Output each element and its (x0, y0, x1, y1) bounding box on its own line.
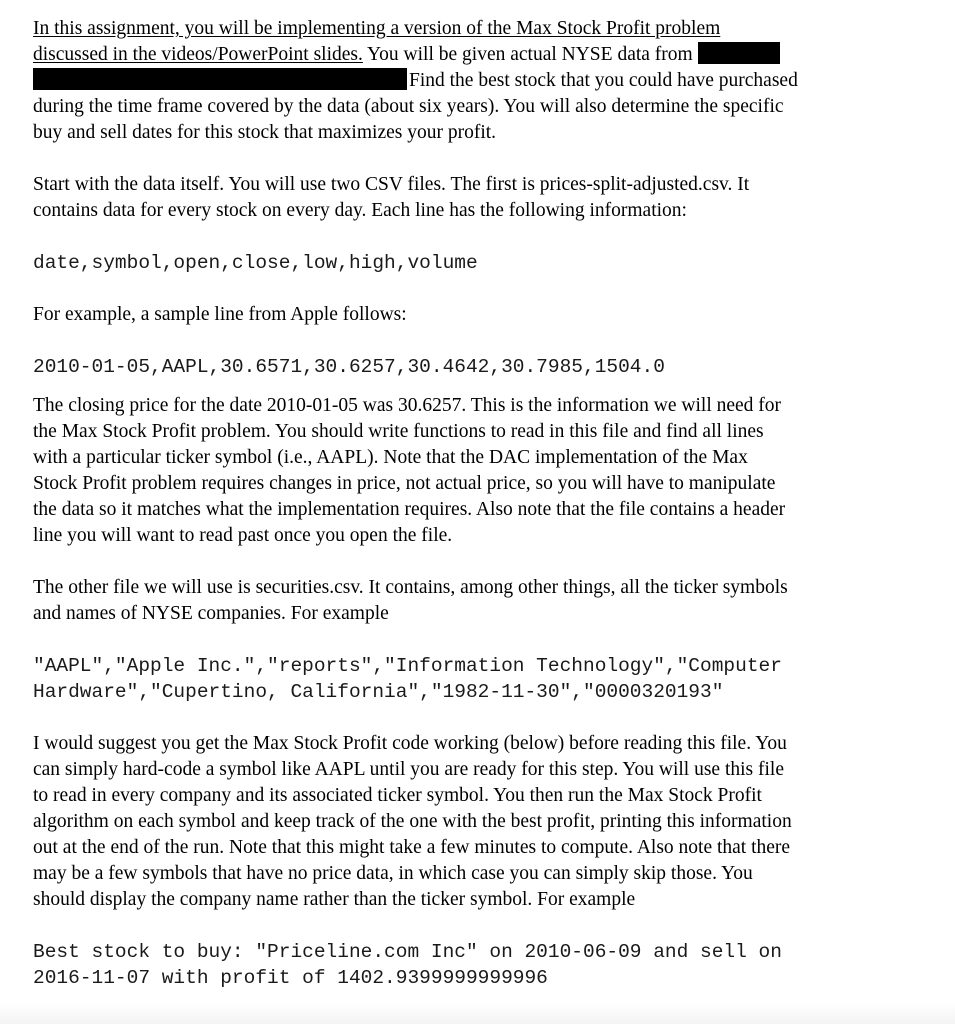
intro-line-1-text: In this assignment, you will be implementing a version of the Max Stock Profit problem (33, 18, 721, 39)
suggest-line-1: I would suggest you get the Max Stock Profit code working (below) before reading this file. You (33, 733, 787, 754)
suggest-line-2: can simply hard-code a symbol like AAPL until you are ready for this step. You will use this file (33, 759, 784, 780)
securities-code-line-2: Hardware","Cupertino, California","1982-11-30","0000320193" (33, 681, 724, 703)
closing-line-1: The closing price for the date 2010-01-05 was 30.6257. This is the information we will need for (33, 395, 782, 416)
suggest-line-4: algorithm on each symbol and keep track of the one with the best profit, printing this information (33, 811, 792, 832)
data-intro-line-2: contains data for every stock on every day. Each line has the following information: (33, 200, 687, 221)
sample-line-code: 2010-01-05,AAPL,30.6571,30.6257,30.4642,30.7985,1504.0 (33, 356, 665, 378)
suggest-line-3: to read in every company and its associated ticker symbol. You then run the Max Stock Profit (33, 785, 762, 806)
closing-price-paragraph (33, 393, 933, 549)
securities-line-1: The other file we will use is securities.csv. It contains, among other things, all the ticker symbols (33, 577, 788, 598)
intro-line-2-text: You will be given actual NYSE data from (362, 44, 698, 65)
assignment-document (33, 16, 933, 991)
closing-line-2: the Max Stock Profit problem. You should write functions to read in this file and find all lines (33, 421, 764, 442)
suggest-line-5: out at the end of the run. Note that this might take a few minutes to compute. Also note that there (33, 837, 791, 858)
closing-line-4: Stock Profit problem requires changes in price, not actual price, so you will have to manipulate (33, 473, 776, 494)
closing-line-3: with a particular ticker symbol (i.e., AAPL). Note that the DAC implementation of the Max (33, 447, 748, 468)
redaction-block-1 (698, 42, 780, 64)
result-code-line-1: Best stock to buy: "Priceline.com Inc" on 2010-06-09 and sell on (33, 941, 782, 963)
slides-reference: discussed in the videos/PowerPoint slides. (33, 44, 363, 65)
suggest-line-7: should display the company name rather than the ticker symbol. For example (33, 889, 636, 910)
result-code-line-2: 2016-11-07 with profit of 1402.9399999999996 (33, 967, 548, 989)
data-intro-paragraph (33, 172, 933, 224)
securities-paragraph (33, 575, 933, 627)
csv-format-code: date,symbol,open,close,low,high,volume (33, 252, 478, 274)
intro-line-3-text: Find the best stock that you could have purchased (409, 70, 798, 91)
intro-line-2 (33, 42, 933, 68)
example-intro: For example, a sample line from Apple follows: (33, 304, 407, 325)
page-bottom-edge (0, 1002, 955, 1024)
intro-line-1 (33, 16, 933, 42)
closing-line-6: line you will want to read past once you open the file. (33, 525, 453, 546)
data-intro-line-1: Start with the data itself. You will use two CSV files. The first is prices-split-adjusted.csv. It (33, 174, 750, 195)
suggestion-paragraph (33, 731, 933, 913)
securities-line-2: and names of NYSE companies. For example (33, 603, 389, 624)
suggest-line-6: may be a few symbols that have no price data, in which case you can simply skip those. You (33, 863, 753, 884)
closing-line-5: the data so it matches what the implementation requires. Also note that the file contains a header (33, 499, 786, 520)
intro-line-5: buy and sell dates for this stock that maximizes your profit. (33, 122, 497, 143)
securities-code-block (33, 653, 933, 705)
securities-code-line-1: "AAPL","Apple Inc.","reports","Information Technology","Computer (33, 655, 782, 677)
result-code-block (33, 939, 933, 991)
intro-line-3 (33, 68, 933, 94)
redaction-block-2 (33, 68, 407, 90)
intro-paragraph (33, 16, 933, 146)
intro-line-4: during the time frame covered by the data (about six years). You will also determine the specific (33, 96, 784, 117)
